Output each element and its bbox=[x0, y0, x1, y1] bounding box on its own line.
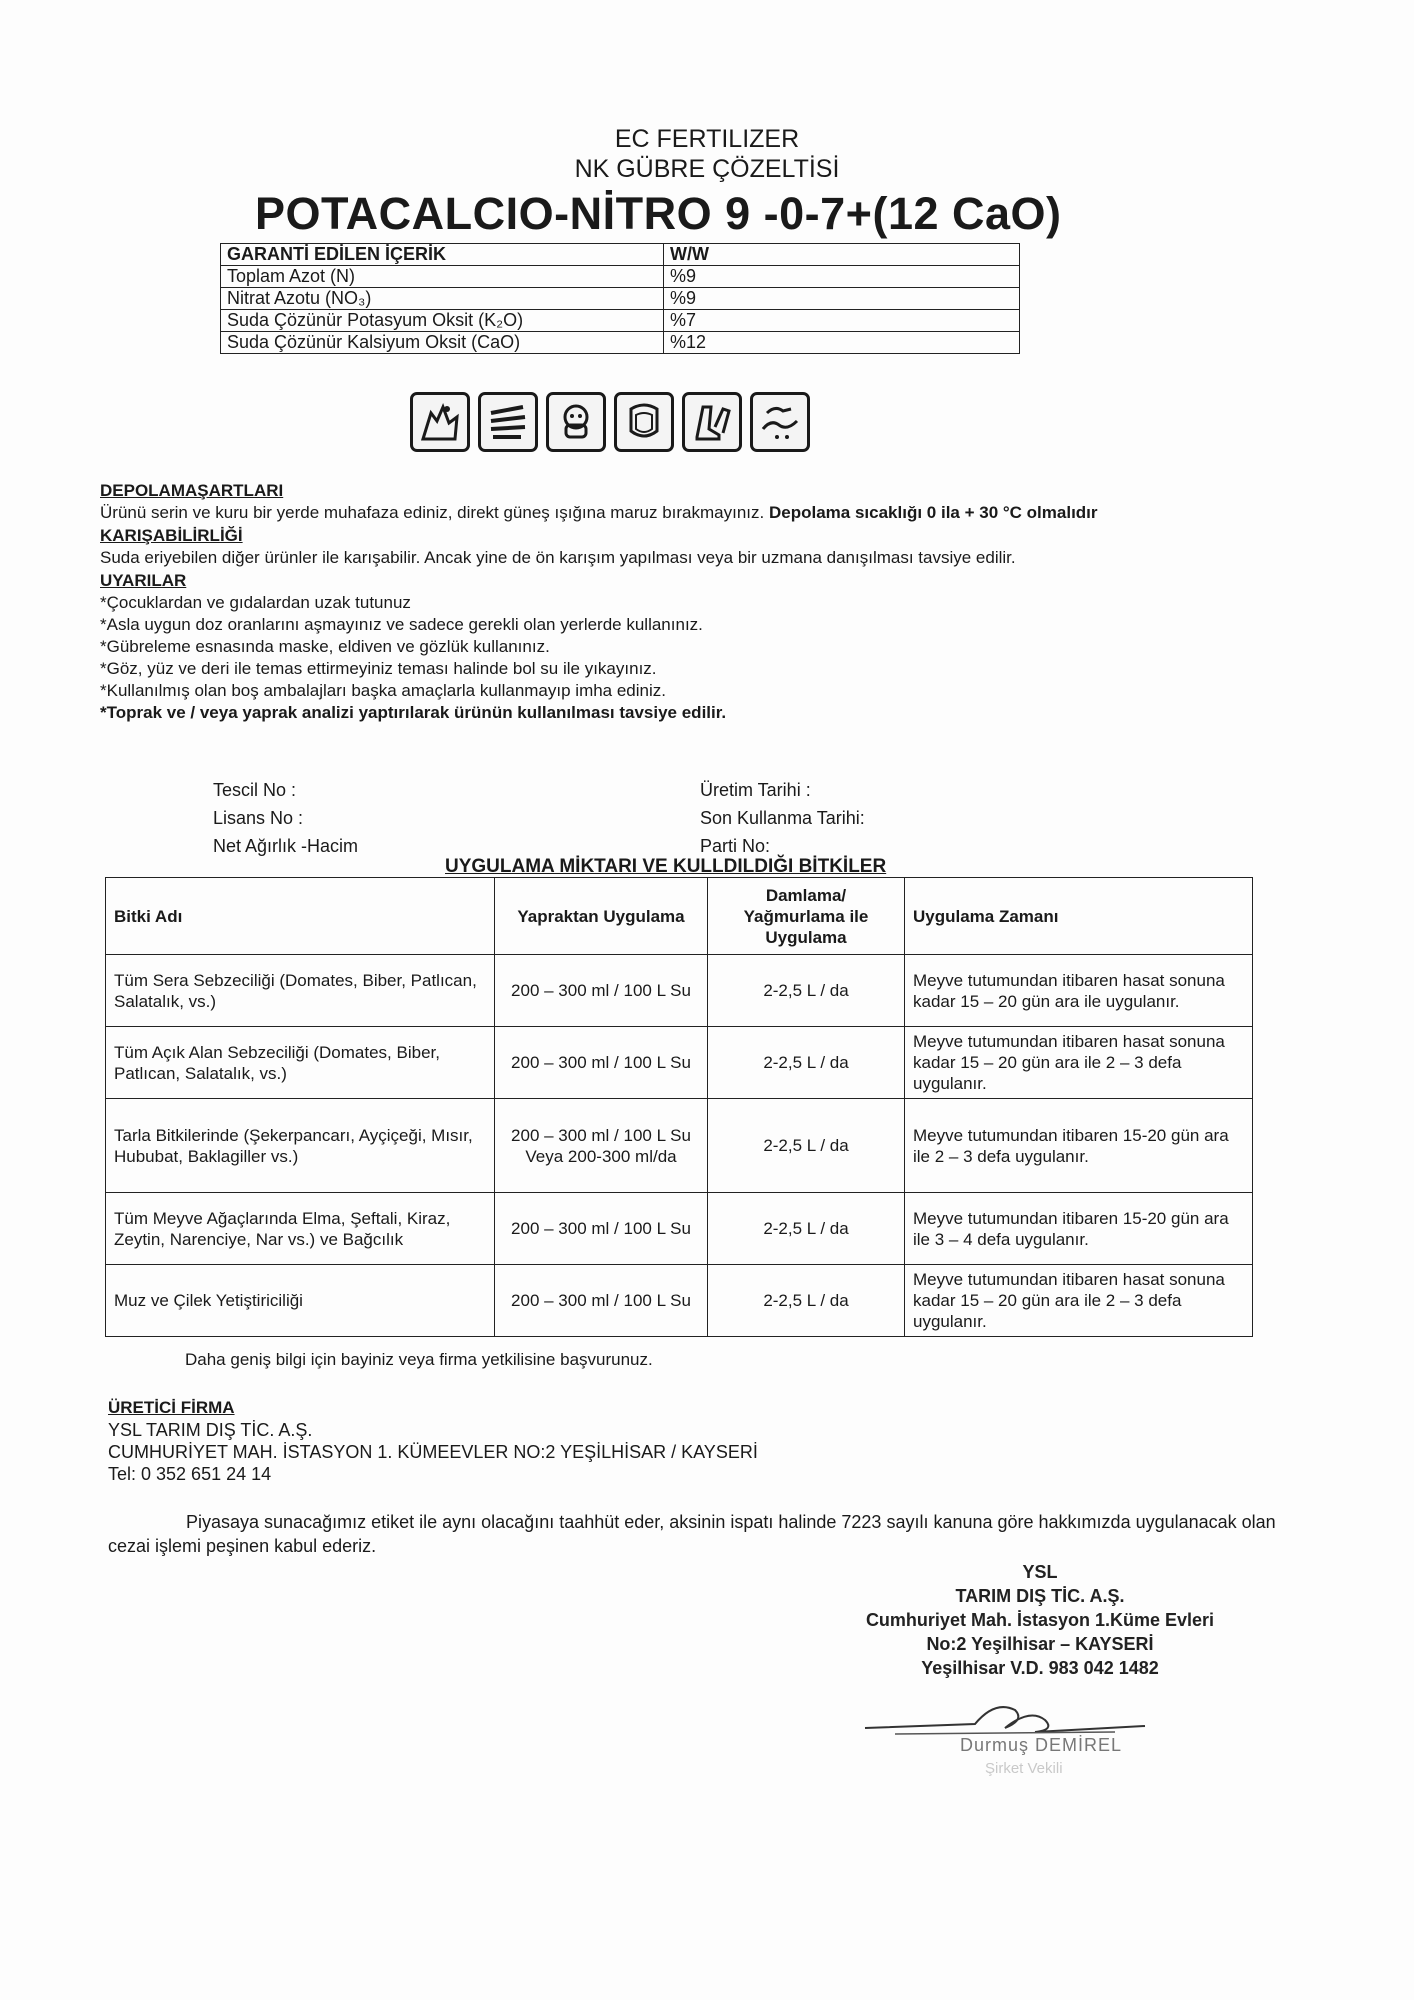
drip-dose: 2-2,5 L / da bbox=[708, 1193, 905, 1265]
application-table bbox=[105, 877, 1253, 1337]
timing: Meyve tutumundan itibaren hasat sonuna kadar 15 – 20 gün ara ile 2 – 3 defa uygulanır. bbox=[905, 1265, 1253, 1337]
warning-item-bold: *Toprak ve / veya yaprak analizi yaptırılarak ürünün kullanılması tavsiye edilir. bbox=[100, 703, 727, 722]
company-stamp bbox=[820, 1560, 1260, 1680]
guarantee-value: %9 bbox=[664, 288, 1020, 310]
batch-no: Parti No: bbox=[700, 836, 771, 856]
table-row bbox=[221, 266, 1020, 288]
timing: Meyve tutumundan itibaren 15-20 gün ara ile 2 – 3 defa uygulanır. bbox=[905, 1099, 1253, 1193]
guarantee-header-name: GARANTİ EDİLEN İÇERİK bbox=[221, 244, 664, 266]
header-timing: Uygulama Zamanı bbox=[905, 878, 1253, 955]
boots-icon bbox=[682, 392, 742, 452]
drip-dose: 2-2,5 L / da bbox=[708, 1265, 905, 1337]
plant-name: Tüm Meyve Ağaçlarında Elma, Şeftali, Kiraz, Zeytin, Narenciye, Nar vs.) ve Bağcılık bbox=[106, 1193, 495, 1265]
plant-name: Tüm Sera Sebzeciliği (Domates, Biber, Patlıcan, Salatalık, vs.) bbox=[106, 955, 495, 1027]
signatory-name: Durmuş DEMİREL bbox=[960, 1735, 1123, 1755]
header-line-2: NK GÜBRE ÇÖZELTİSİ bbox=[574, 155, 840, 183]
table-row bbox=[106, 1099, 1253, 1193]
net-weight: Net Ağırlık -Hacim bbox=[213, 836, 359, 856]
header-foliar: Yapraktan Uygulama bbox=[495, 878, 708, 955]
guarantee-name: Nitrat Azotu (NO₃) bbox=[221, 288, 664, 310]
license-no: Lisans No : bbox=[213, 808, 304, 828]
storage-text bbox=[100, 502, 1098, 524]
producer-phone: Tel: 0 352 651 24 14 bbox=[108, 1464, 272, 1484]
storage-section bbox=[100, 480, 1098, 524]
timing: Meyve tutumundan itibaren hasat sonuna kadar 15 – 20 gün ara ile uygulanır. bbox=[905, 955, 1253, 1027]
guarantee-value: %9 bbox=[664, 266, 1020, 288]
timing: Meyve tutumundan itibaren 15-20 gün ara ile 3 – 4 defa uygulanır. bbox=[905, 1193, 1253, 1265]
warning-item: *Asla uygun doz oranlarını aşmayınız ve sadece gerekli olan yerlerde kullanınız. bbox=[100, 615, 703, 634]
stamp-line: YSL bbox=[1022, 1562, 1058, 1582]
wash-hands-icon bbox=[750, 392, 810, 452]
warnings-heading: UYARILAR bbox=[100, 571, 187, 590]
mixing-heading: KARIŞABİLİRLİĞİ bbox=[100, 526, 243, 545]
warning-item: *Göz, yüz ve deri ile temas ettirmeyiniz teması halinde bol su ile yıkayınız. bbox=[100, 659, 657, 678]
table-row bbox=[106, 1265, 1253, 1337]
stamp-line: Yeşilhisar V.D. 983 042 1482 bbox=[921, 1658, 1159, 1678]
plant-name: Tüm Açık Alan Sebzeciliği (Domates, Biber, Patlıcan, Salatalık, vs.) bbox=[106, 1027, 495, 1099]
table-row bbox=[106, 955, 1253, 1027]
guarantee-name: Suda Çözünür Potasyum Oksit (K₂O) bbox=[221, 310, 664, 332]
producer-section bbox=[108, 1397, 758, 1485]
meta-left bbox=[213, 776, 358, 860]
storage-heading: DEPOLAMAŞARTLARI bbox=[100, 481, 284, 500]
table-row bbox=[221, 332, 1020, 354]
safety-icons bbox=[410, 392, 810, 452]
stamp-line: Cumhuriyet Mah. İstasyon 1.Küme Evleri bbox=[865, 1610, 1215, 1630]
guarantee-name: Toplam Azot (N) bbox=[221, 266, 664, 288]
mask-icon bbox=[546, 392, 606, 452]
plant-name: Muz ve Çilek Yetiştiriciliği bbox=[106, 1265, 495, 1337]
gloves-icon bbox=[478, 392, 538, 452]
table-row bbox=[106, 1193, 1253, 1265]
mixing-text: Suda eriyebilen diğer ürünler ile karışabilir. Ancak yine de ön karışım yapılması veya bir uzmana danışılması tavsiye edilir. bbox=[100, 548, 1016, 567]
producer-address: CUMHURİYET MAH. İSTASYON 1. KÜMEEVLER NO:2 YEŞİLHİSAR / KAYSERİ bbox=[108, 1442, 758, 1462]
producer-name: YSL TARIM DIŞ TİC. A.Ş. bbox=[108, 1420, 313, 1440]
table-row bbox=[106, 1027, 1253, 1099]
warnings-section bbox=[100, 570, 726, 724]
guarantee-value: %7 bbox=[664, 310, 1020, 332]
storage-text-normal: Ürünü serin ve kuru bir yerde muhafaza ediniz, direkt güneş ışığına maruz bırakmayınız. bbox=[100, 503, 765, 522]
guarantee-value: %12 bbox=[664, 332, 1020, 354]
foliar-dose: 200 – 300 ml / 100 L Su bbox=[495, 1027, 708, 1099]
warning-item: *Çocuklardan ve gıdalardan uzak tutunuz bbox=[100, 593, 411, 612]
drip-dose: 2-2,5 L / da bbox=[708, 1099, 905, 1193]
producer-heading: ÜRETİCİ FİRMA bbox=[108, 1398, 235, 1417]
mixing-section bbox=[100, 525, 1016, 569]
stamp-line: No:2 Yeşilhisar – KAYSERİ bbox=[926, 1634, 1154, 1654]
production-date: Üretim Tarihi : bbox=[700, 780, 811, 800]
header-drip: Damlama/ Yağmurlama ile Uygulama bbox=[708, 878, 905, 955]
foliar-dose: 200 – 300 ml / 100 L Su bbox=[495, 1265, 708, 1337]
info-note: Daha geniş bilgi için bayiniz veya firma yetkilisine başvurunuz. bbox=[185, 1350, 653, 1369]
timing: Meyve tutumundan itibaren hasat sonuna kadar 15 – 20 gün ara ile 2 – 3 defa uygulanır. bbox=[905, 1027, 1253, 1099]
table-row bbox=[221, 244, 1020, 266]
expiry-date: Son Kullanma Tarihi: bbox=[700, 808, 865, 828]
header-line-1: EC FERTILIZER bbox=[614, 125, 800, 153]
signatory-role: Şirket Vekili bbox=[985, 1760, 1063, 1777]
application-title: UYGULAMA MİKTARI VE KULLDILDIĞI BİTKİLER bbox=[445, 856, 887, 877]
guarantee-header-value: W/W bbox=[664, 244, 1020, 266]
table-row bbox=[221, 288, 1020, 310]
plant-name: Tarla Bitkilerinde (Şekerpancarı, Ayçiçeği, Mısır, Hububat, Baklagiller vs.) bbox=[106, 1099, 495, 1193]
hazard-hands-icon bbox=[410, 392, 470, 452]
meta-right bbox=[700, 776, 865, 860]
foliar-dose: 200 – 300 ml / 100 L Su bbox=[495, 1193, 708, 1265]
foliar-dose: 200 – 300 ml / 100 L Su bbox=[495, 955, 708, 1027]
stamp-line: TARIM DIŞ TİC. A.Ş. bbox=[955, 1586, 1125, 1606]
table-row bbox=[221, 310, 1020, 332]
header-plant-name: Bitki Adı bbox=[106, 878, 495, 955]
warning-item: *Kullanılmış olan boş ambalajları başka amaçlarla kullanmayıp imha ediniz. bbox=[100, 681, 666, 700]
product-title: POTACALCIO-NİTRO 9 -0-7+(12 CaO) bbox=[255, 188, 1062, 239]
foliar-dose: 200 – 300 ml / 100 L Su Veya 200-300 ml/da bbox=[495, 1099, 708, 1193]
table-header-row bbox=[106, 878, 1253, 955]
guarantee-table bbox=[220, 243, 1020, 354]
registration-no: Tescil No : bbox=[213, 780, 297, 800]
drip-dose: 2-2,5 L / da bbox=[708, 955, 905, 1027]
warning-item: *Gübreleme esnasında maske, eldiven ve gözlük kullanınız. bbox=[100, 637, 550, 656]
declaration-text: Piyasaya sunacağımız etiket ile aynı olacağını taahhüt eder, aksinin ispatı halinde 7223 sayılı kanuna göre hakkımızda uygulanacak olan cezai işlemi peşinen kabul ederiz. bbox=[108, 1512, 1276, 1556]
drip-dose: 2-2,5 L / da bbox=[708, 1027, 905, 1099]
storage-text-bold: Depolama sıcaklığı 0 ila + 30 °C olmalıdır bbox=[769, 503, 1098, 522]
face-shield-icon bbox=[614, 392, 674, 452]
guarantee-name: Suda Çözünür Kalsiyum Oksit (CaO) bbox=[221, 332, 664, 354]
